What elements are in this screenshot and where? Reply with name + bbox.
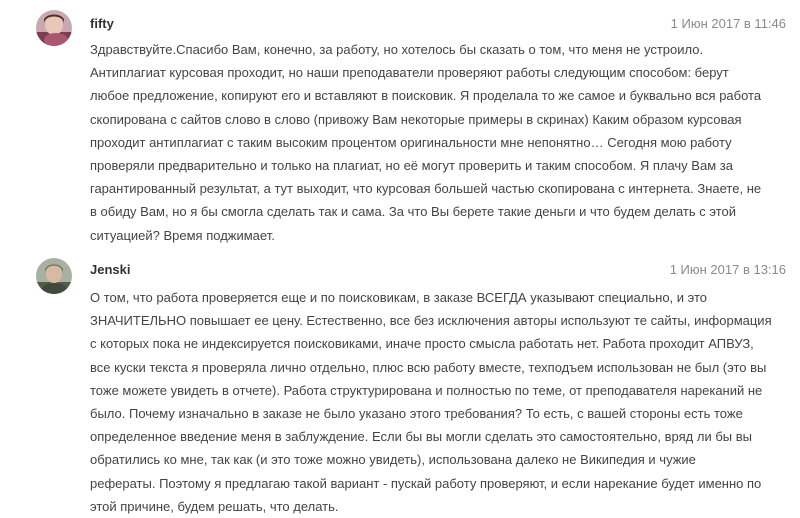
comment-text-line: проверяли предварительно и только на плагиат, но её могут проверить и таким способом. Я плачу Вам за (90, 157, 733, 173)
comment-item (0, 250, 800, 518)
comment-text-line: все куски текста я проверяла лично отдельно, плюс всю работу вместе, техподъем использован не был (это вы (90, 359, 767, 375)
comment-text-line: этой причине, будем решать, что делать. (90, 498, 339, 514)
comment-text-line: ситуацией? Время поджимает. (90, 227, 275, 243)
comment-text-line: проходит антиплагиат с таким высоким процентом оригинальности мне непонятно… Сегодня мою работу (90, 134, 732, 150)
comment-text-line: было. Почему изначально в заказе не было указано этого требования? То есть, с вашей стороны есть тоже (90, 405, 743, 421)
comment-timestamp: 1 Июн 2017 в 11:46 (670, 16, 786, 31)
comment-text-line: определенное введение меня в заблуждение. Если бы вы могли сделать это самостоятельно, вряд ли бы вы (90, 429, 752, 445)
comment-timestamp: 1 Июн 2017 в 13:16 (669, 262, 786, 277)
avatar[interactable] (36, 10, 72, 46)
comment-text-line: Антиплагиат курсовая проходит, но наши преподаватели проверяют работы следующим способом: берут (90, 65, 729, 81)
comment-text-line: рефераты. Поэтому я предлагаю такой вариант - пускай работу проверяют, и если нарекание будет именно по (90, 475, 762, 491)
comment-author[interactable]: fifty (90, 16, 114, 31)
comment-item (0, 0, 800, 250)
comment-text (90, 286, 790, 518)
comment-text-line: О том, что работа проверяется еще и по поисковикам, в заказе ВСЕГДА указывают специально, и это (90, 290, 708, 305)
comment-text-line: ЗНАЧИТЕЛЬНО повышает ее цену. Естественно, все без исключения авторы используют те сайты, информация (90, 313, 772, 329)
comment-text-line: Здравствуйте.Спасибо Вам, конечно, за работу, но хотелось бы сказать о том, что меня не устроило. (90, 42, 704, 57)
comment-text-line: тоже можете увидеть в отчете). Работа структурирована и полностью по теме, от преподавателя нареканий не (90, 382, 763, 398)
comment-text-line: обратились ко мне, так как (и это тоже можно увидеть), использована далеко не Википедия и чужие (90, 452, 696, 468)
comment-text-line: в обиду Вам, но я бы смогла сделать так и сама. За что Вы берете такие деньги и что будем делать с этой (90, 204, 736, 220)
user-avatar-photo-icon (36, 258, 72, 294)
comment-text-line: любое предложение, копируют его и вставляют в поисковик. Я проделала то же самое и буквально вся работа (90, 88, 762, 104)
comment-text-line: с которых пока не индексируется поисковиками, иначе просто смысла работать нет. Работа проходит АПВУЗ, (90, 336, 754, 352)
comment-text (90, 38, 790, 247)
comment-author[interactable]: Jenski (90, 262, 131, 277)
comment-text-line: гарантированный результат, а тут выходит, что курсовая большей частью скопирована с интернета. Знаете, не (90, 181, 762, 197)
avatar[interactable] (36, 258, 72, 294)
user-avatar-photo-icon (36, 10, 72, 46)
comment-text-line: скопирована с сайтов слово в слово (привожу Вам некоторые примеры в скринах) Каким образом курсовая (90, 111, 742, 127)
